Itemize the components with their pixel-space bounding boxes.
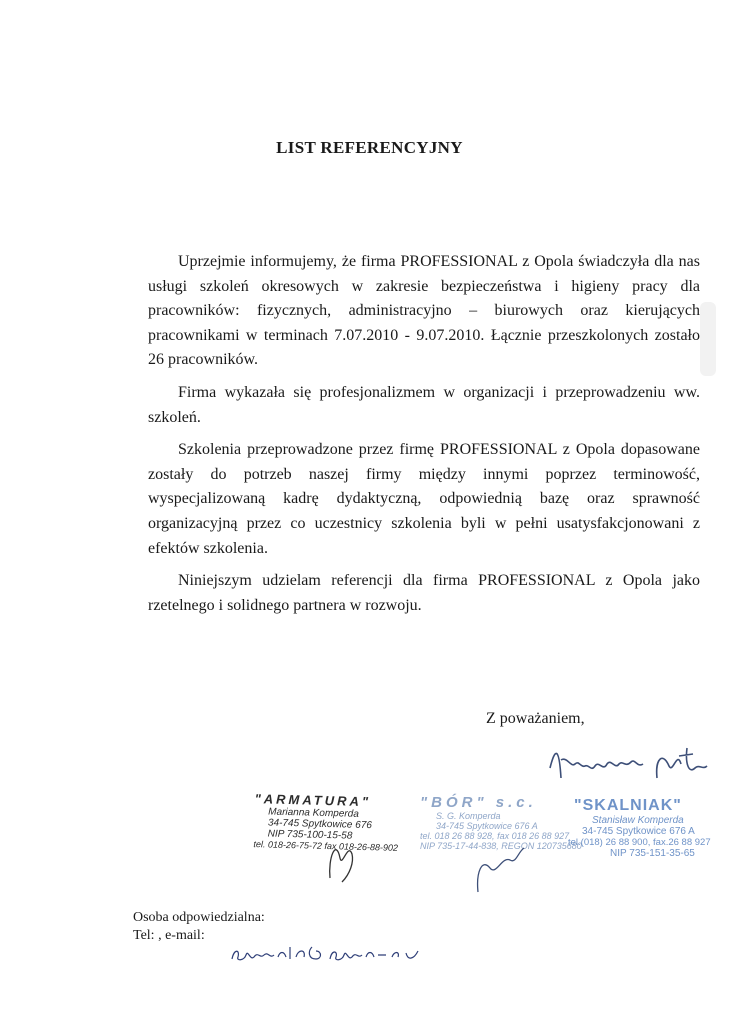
handwritten-email bbox=[230, 943, 422, 963]
stamp-armatura-tel: tel. 018-26-75-72 fax 018-26-88-902 bbox=[253, 839, 399, 853]
paragraph-3: Szkolenia przeprowadzone przez firmę PROFESSIONAL z Opola dopasowane zostały do potrzeb naszej firmy między innymi poprzez terminowość, wyspecjalizowaną kadrę dydaktyczną, odpowiednią bazę oraz sprawność organizacyjną przez co uczestnicy szkolenia byli w pełni usatysfakcjonowani z efektów szkolenia. bbox=[148, 441, 700, 557]
paragraph-2: Firma wykazała się profesjonalizmem w organizacji i przeprowadzeniu ww. szkoleń. bbox=[148, 383, 700, 426]
paragraph-1: Uprzejmie informujemy, że firma PROFESSIONAL z Opola świadczyła dla nas usługi szkoleń okresowych w zakresie bezpieczeństwa i higieny pracy dla pracowników: fizycznych, administracyjno – biurowych oraz kierujących pracownikami w terminach 7.07.2010 - 9.07.2010. Łącznie przeszkolonych zostało 26 pracowników. bbox=[148, 253, 700, 369]
stamp-bor-tel: tel. 018 26 88 928, fax 018 26 88 927 bbox=[420, 831, 570, 841]
stamp-skalniak-tel: tel.(018) 26 88 900, fax.26 88 927 bbox=[568, 837, 711, 848]
contact-tel-email-label: Tel: , e-mail: bbox=[133, 928, 205, 943]
stamp-signature-bor bbox=[468, 838, 528, 898]
stamp-armatura-name: "ARMATURA" bbox=[254, 791, 372, 810]
stamp-skalniak-address: 34-745 Spytkowice 676 A bbox=[582, 826, 695, 837]
handwritten-signature bbox=[545, 738, 720, 788]
letter-body bbox=[148, 250, 700, 626]
stamp-armatura-nip: NIP 735-100-15-58 bbox=[267, 828, 353, 842]
stamp-skalniak-nip: NIP 735-151-35-65 bbox=[610, 848, 695, 859]
stamp-armatura-address: 34-745 Spytkowice 676 bbox=[267, 817, 373, 832]
stamp-armatura-owner: Marianna Komperda bbox=[268, 806, 359, 820]
stamp-bor-nip: NIP 735-17-44-838, REGON 120735680 bbox=[420, 841, 582, 851]
stamp-bor-address: 34-745 Spytkowice 676 A bbox=[436, 821, 538, 831]
stamp-bor-owner: S. G. Komperda bbox=[436, 811, 501, 821]
stamp-skalniak-owner: Stanisław Komperda bbox=[592, 815, 684, 826]
paragraph-4: Niniejszym udzielam referencji dla firma PROFESSIONAL z Opola jako rzetelnego i solidnego partnera w rozwoju. bbox=[148, 572, 700, 614]
stamp-bor-name: "BÓR" s.c. bbox=[420, 794, 537, 811]
stamp-skalniak-name: "SKALNIAK" bbox=[574, 797, 682, 814]
letter-title: LIST REFERENCYJNY bbox=[276, 138, 463, 157]
contact-person-label: Osoba odpowiedzialna: bbox=[133, 910, 265, 925]
contact-section bbox=[133, 909, 265, 945]
closing-regards: Z poważaniem, bbox=[486, 710, 585, 727]
stamp-signature-armatura bbox=[322, 828, 362, 888]
stamp-skalniak bbox=[568, 797, 711, 859]
scan-artifact bbox=[694, 302, 724, 376]
